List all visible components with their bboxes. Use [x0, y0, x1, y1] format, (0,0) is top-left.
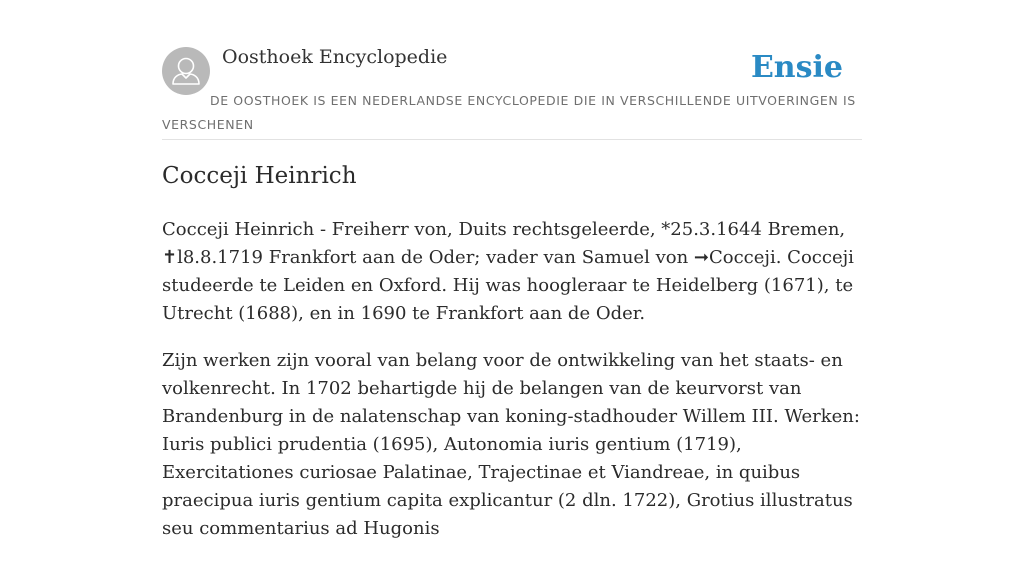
article-paragraph: Zijn werken zijn vooral van belang voor de ontwikkeling van het staats- en volkenrecht. In 1702 behartigde hij de belangen van de keurvorst van Brandenburg in de nalatenschap van koning-stadhouder Willem III. Werken: Iuris publici prudentia (1695), Autonomia iuris gentium (1719), Exercitationes curiosae Palatinae, Trajectinae et Viandreae, in quibus praecipua iuris gentium capita explicantur (2 dln. 1722), Grotius illustratus seu commentarius ad Hugonis	[162, 350, 860, 539]
brand-logo[interactable]: Ensie	[750, 50, 843, 85]
header-divider	[162, 139, 862, 140]
article-paragraph: Cocceji Heinrich - Freiherr von, Duits rechtsgeleerde, *25.3.1644 Bremen, ✝l8.8.1719 Frankfort aan de Oder; vader van Samuel von ➞Cocceji. Cocceji studeerde te Leiden en Oxford. Hij was hoogleraar te Heidelberg (1671), te Utrecht (1688), en in 1690 te Frankfort aan de Oder.	[162, 219, 854, 324]
avatar[interactable]	[162, 47, 210, 95]
site-subtitle: DE OOSTHOEK IS EEN NEDERLANDSE ENCYCLOPEDIE DIE IN VERSCHILLENDE UITVOERINGEN IS VERSCHENEN	[162, 93, 856, 132]
page	[162, 0, 862, 539]
site-title[interactable]: Oosthoek Encyclopedie	[222, 46, 448, 68]
article-title: Cocceji Heinrich	[162, 163, 357, 189]
user-icon	[162, 47, 210, 95]
article-body	[162, 216, 864, 562]
